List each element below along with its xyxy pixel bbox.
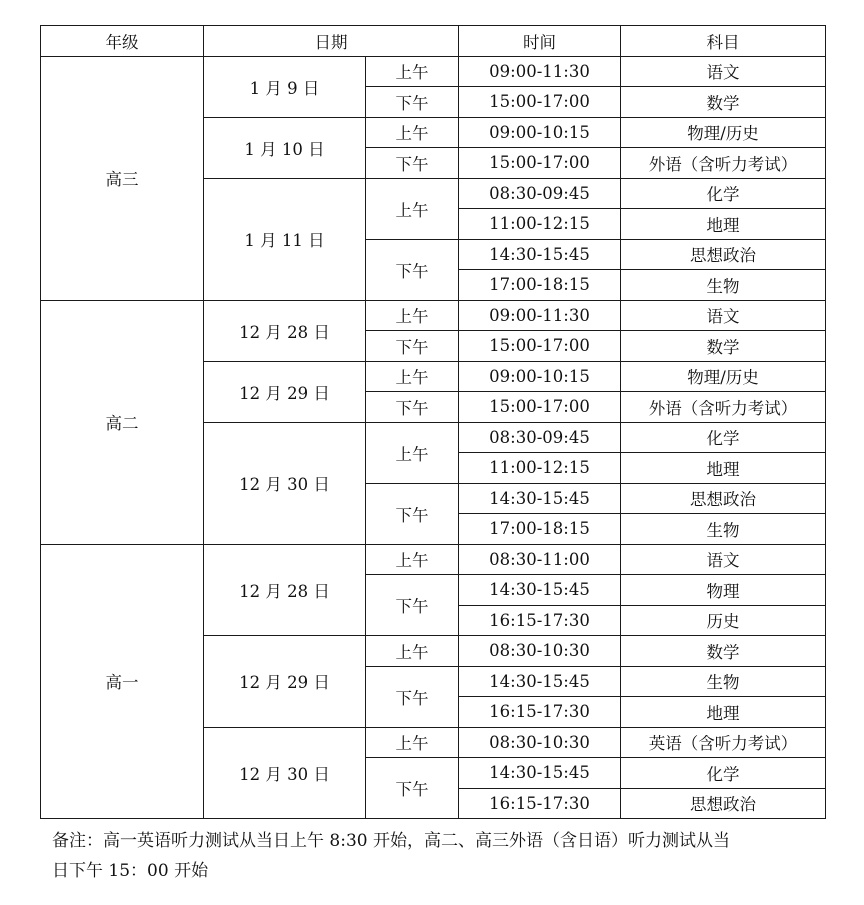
grade-cell: 高三	[41, 56, 204, 300]
half-day-cell: 下午	[366, 148, 459, 179]
date-cell: 1 月 10 日	[204, 117, 366, 178]
half-day-cell: 上午	[366, 56, 459, 87]
time-cell: 14:30-15:45	[459, 575, 621, 606]
subject-cell: 外语（含听力考试）	[621, 392, 826, 423]
subject-cell: 思想政治	[621, 788, 826, 819]
half-day-cell: 下午	[366, 239, 459, 300]
subject-cell: 生物	[621, 666, 826, 697]
date-cell: 1 月 9 日	[204, 56, 366, 117]
half-day-cell: 上午	[366, 422, 459, 483]
footnote	[52, 826, 842, 886]
date-cell: 12 月 30 日	[204, 727, 366, 819]
half-day-cell: 上午	[366, 178, 459, 239]
half-day-cell: 上午	[366, 544, 459, 575]
time-cell: 09:00-11:30	[459, 300, 621, 331]
header-grade: 年级	[41, 26, 204, 57]
footnote-line: 备注：高一英语听力测试从当日上午 8:30 开始，高二、高三外语（含日语）听力测试从当	[52, 831, 730, 851]
subject-cell: 数学	[621, 87, 826, 118]
half-day-cell: 上午	[366, 636, 459, 667]
subject-cell: 历史	[621, 605, 826, 636]
half-day-cell: 下午	[366, 331, 459, 362]
time-cell: 09:00-11:30	[459, 56, 621, 87]
time-cell: 16:15-17:30	[459, 605, 621, 636]
subject-cell: 英语（含听力考试）	[621, 727, 826, 758]
subject-cell: 生物	[621, 270, 826, 301]
subject-cell: 语文	[621, 300, 826, 331]
exam-schedule-table	[40, 25, 826, 819]
subject-cell: 地理	[621, 209, 826, 240]
subject-cell: 地理	[621, 453, 826, 484]
subject-cell: 数学	[621, 636, 826, 667]
time-cell: 14:30-15:45	[459, 483, 621, 514]
header-time: 时间	[459, 26, 621, 57]
grade-cell: 高二	[41, 300, 204, 544]
subject-cell: 语文	[621, 56, 826, 87]
subject-cell: 物理/历史	[621, 361, 826, 392]
time-cell: 11:00-12:15	[459, 209, 621, 240]
half-day-cell: 上午	[366, 117, 459, 148]
half-day-cell: 下午	[366, 483, 459, 544]
time-cell: 11:00-12:15	[459, 453, 621, 484]
subject-cell: 思想政治	[621, 239, 826, 270]
half-day-cell: 上午	[366, 300, 459, 331]
half-day-cell: 下午	[366, 575, 459, 636]
subject-cell: 物理/历史	[621, 117, 826, 148]
half-day-cell: 上午	[366, 727, 459, 758]
time-cell: 08:30-11:00	[459, 544, 621, 575]
subject-cell: 外语（含听力考试）	[621, 148, 826, 179]
time-cell: 14:30-15:45	[459, 239, 621, 270]
time-cell: 09:00-10:15	[459, 361, 621, 392]
date-cell: 1 月 11 日	[204, 178, 366, 300]
date-cell: 12 月 29 日	[204, 636, 366, 728]
table-row	[41, 56, 826, 87]
subject-cell: 数学	[621, 331, 826, 362]
subject-cell: 化学	[621, 422, 826, 453]
header-subject: 科目	[621, 26, 826, 57]
subject-cell: 语文	[621, 544, 826, 575]
table-body	[41, 56, 826, 819]
half-day-cell: 下午	[366, 87, 459, 118]
half-day-cell: 下午	[366, 666, 459, 727]
grade-cell: 高一	[41, 544, 204, 819]
date-cell: 12 月 28 日	[204, 544, 366, 636]
time-cell: 08:30-10:30	[459, 636, 621, 667]
time-cell: 15:00-17:00	[459, 87, 621, 118]
time-cell: 17:00-18:15	[459, 270, 621, 301]
header-date: 日期	[204, 26, 459, 57]
time-cell: 08:30-09:45	[459, 178, 621, 209]
subject-cell: 地理	[621, 697, 826, 728]
subject-cell: 化学	[621, 758, 826, 789]
time-cell: 17:00-18:15	[459, 514, 621, 545]
time-cell: 08:30-09:45	[459, 422, 621, 453]
table-row	[41, 300, 826, 331]
table-header-row	[41, 26, 826, 57]
date-cell: 12 月 28 日	[204, 300, 366, 361]
table-row	[41, 544, 826, 575]
time-cell: 16:15-17:30	[459, 697, 621, 728]
time-cell: 15:00-17:00	[459, 331, 621, 362]
date-cell: 12 月 29 日	[204, 361, 366, 422]
time-cell: 16:15-17:30	[459, 788, 621, 819]
date-cell: 12 月 30 日	[204, 422, 366, 544]
time-cell: 09:00-10:15	[459, 117, 621, 148]
footnote-line: 日下午 15：00 开始	[52, 861, 209, 881]
subject-cell: 物理	[621, 575, 826, 606]
time-cell: 15:00-17:00	[459, 148, 621, 179]
time-cell: 15:00-17:00	[459, 392, 621, 423]
subject-cell: 化学	[621, 178, 826, 209]
subject-cell: 生物	[621, 514, 826, 545]
time-cell: 14:30-15:45	[459, 758, 621, 789]
time-cell: 08:30-10:30	[459, 727, 621, 758]
half-day-cell: 下午	[366, 392, 459, 423]
time-cell: 14:30-15:45	[459, 666, 621, 697]
subject-cell: 思想政治	[621, 483, 826, 514]
half-day-cell: 下午	[366, 758, 459, 819]
half-day-cell: 上午	[366, 361, 459, 392]
